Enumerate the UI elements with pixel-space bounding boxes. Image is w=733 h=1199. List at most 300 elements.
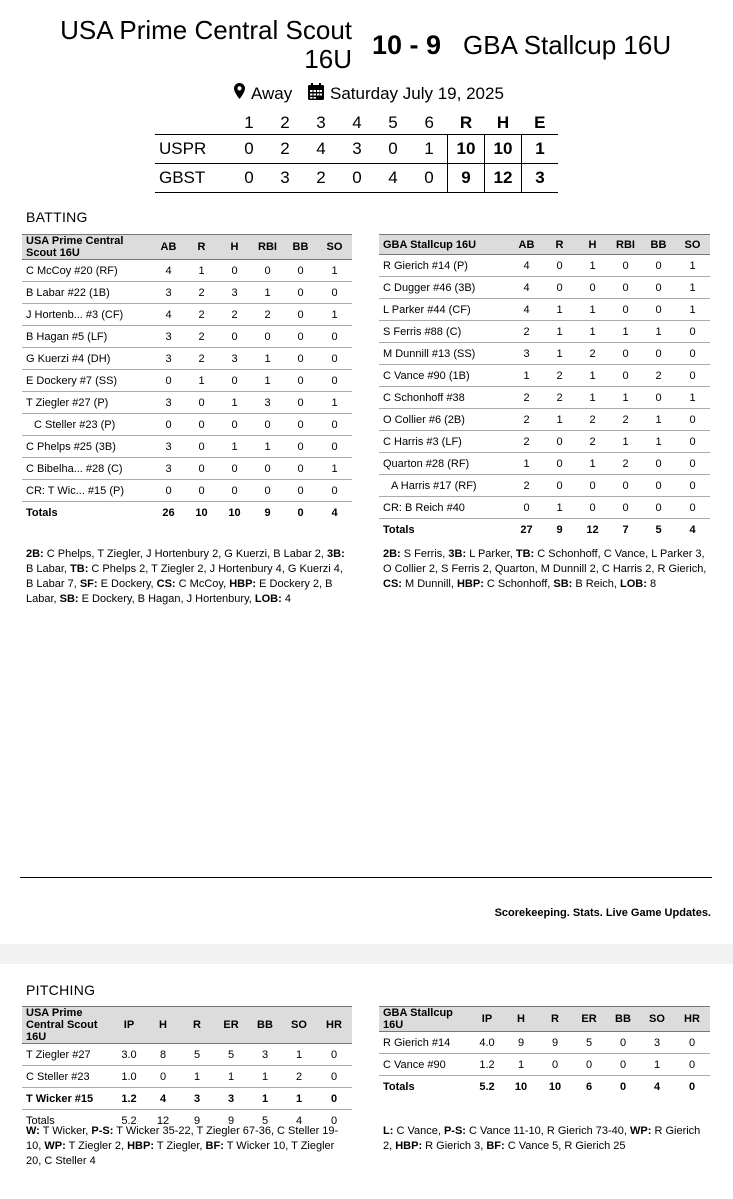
- line-team: USPR: [155, 135, 231, 164]
- total-cell: 5: [261, 1114, 269, 1127]
- stat-cell: 2: [185, 348, 218, 370]
- note-label: TB:: [515, 548, 535, 560]
- total-cell: 9: [556, 523, 563, 536]
- total-cell: 0: [619, 1080, 627, 1093]
- line-score-row: [155, 135, 558, 164]
- note-text: R Gierich 3,: [422, 1140, 487, 1152]
- stat-cell: 1: [214, 1066, 248, 1088]
- table-header-row: [22, 235, 352, 260]
- stat-cell: 0: [674, 1032, 710, 1054]
- table-row: [22, 1088, 352, 1110]
- stat-cell: 1: [218, 436, 251, 458]
- stat-cell: 0: [218, 414, 251, 436]
- stat-cell: 0: [185, 480, 218, 502]
- line-errors: 3: [522, 164, 559, 193]
- stat-cell: 1: [543, 321, 576, 343]
- line-runs: 10: [448, 135, 485, 164]
- stat-cell: 0: [576, 475, 609, 497]
- table-row: [22, 260, 352, 282]
- line-score-row: [155, 164, 558, 193]
- table-row: [379, 343, 710, 365]
- stat-cell: 5: [572, 1032, 606, 1054]
- stat-cell: 0: [609, 255, 642, 277]
- stat-cell: 1: [543, 409, 576, 431]
- stat-cell: 0: [609, 277, 642, 299]
- note-label: LOB:: [254, 593, 282, 605]
- stat-cell: 0: [609, 299, 642, 321]
- stat-cell: 2: [510, 321, 543, 343]
- line-header-inning: 6: [424, 113, 434, 132]
- total-cell: 10: [548, 1080, 562, 1093]
- stat-cell: 1: [251, 282, 284, 304]
- totals-label: Totals: [26, 506, 58, 519]
- column-header-hr: HR: [674, 1007, 710, 1032]
- stat-cell: 0: [284, 304, 317, 326]
- stat-cell: 1: [576, 299, 609, 321]
- table-row: [379, 431, 710, 453]
- player-name: R Gierich #14: [379, 1032, 470, 1054]
- stat-cell: 2: [576, 343, 609, 365]
- table-row: [22, 326, 352, 348]
- stat-cell: 0: [218, 260, 251, 282]
- stat-cell: 3: [152, 458, 185, 480]
- stat-cell: 1: [218, 392, 251, 414]
- location-label: Away: [251, 83, 293, 103]
- final-score: 10 - 9: [372, 30, 442, 60]
- total-cell: 9: [193, 1114, 201, 1127]
- batting-section-title: BATTING: [26, 209, 88, 225]
- team-header: GBA Stallcup 16U: [379, 235, 510, 255]
- stat-cell: 0: [317, 326, 352, 348]
- pitching-section-title: PITCHING: [26, 982, 96, 998]
- stat-cell: 8: [146, 1044, 180, 1066]
- pitching-table-away: [22, 1006, 352, 1131]
- stat-cell: 3: [152, 326, 185, 348]
- line-inning-cell: 4: [303, 135, 339, 164]
- note-text: S Ferris,: [400, 548, 449, 560]
- stat-cell: 0: [675, 343, 710, 365]
- stat-cell: 0: [317, 348, 352, 370]
- stat-cell: 0: [251, 260, 284, 282]
- note-text: B Labar,: [26, 563, 71, 575]
- stat-cell: 1.2: [470, 1054, 504, 1076]
- column-header-er: ER: [572, 1007, 606, 1032]
- column-header-h: H: [576, 235, 609, 255]
- total-cell: 5.2: [121, 1114, 137, 1127]
- batting-table-away: [22, 234, 352, 523]
- table-row: [22, 1044, 352, 1066]
- stat-cell: 0: [146, 1066, 180, 1088]
- column-header-ip: IP: [112, 1007, 146, 1044]
- column-header-r: R: [180, 1007, 214, 1044]
- totals-label: Totals: [383, 1080, 415, 1093]
- stat-cell: 3: [640, 1032, 674, 1054]
- note-text: T Wicker,: [39, 1125, 92, 1137]
- column-header-ab: AB: [510, 235, 543, 255]
- note-label: CS:: [156, 578, 176, 590]
- line-inning-cell: 2: [303, 164, 339, 193]
- stat-cell: 2: [185, 326, 218, 348]
- total-cell: 7: [622, 523, 629, 536]
- stat-cell: 2: [576, 409, 609, 431]
- player-name: C Phelps #25 (3B): [22, 436, 152, 458]
- table-row: [22, 348, 352, 370]
- table-row: [22, 480, 352, 502]
- stat-cell: 1: [576, 387, 609, 409]
- team-header: USA Prime Central Scout 16U: [22, 1007, 112, 1044]
- stat-cell: 0: [316, 1044, 352, 1066]
- stat-cell: 1: [510, 453, 543, 475]
- note-text: C McCoy,: [175, 578, 230, 590]
- note-label: 3B:: [448, 548, 467, 560]
- line-inning-cell: 0: [411, 164, 448, 193]
- stat-cell: 3: [214, 1088, 248, 1110]
- stat-cell: 0: [284, 370, 317, 392]
- stat-cell: 2: [543, 387, 576, 409]
- note-text: R Gierich 2,: [383, 1125, 701, 1152]
- stat-cell: 0: [609, 497, 642, 519]
- team-header: USA Prime Central Scout 16U: [22, 235, 152, 260]
- total-cell: 0: [297, 506, 304, 519]
- note-label: L:: [383, 1125, 394, 1137]
- stat-cell: 2: [282, 1066, 316, 1088]
- stat-cell: 0: [576, 497, 609, 519]
- stat-cell: 1: [317, 260, 352, 282]
- stat-cell: 1: [248, 1088, 282, 1110]
- column-header-bb: BB: [284, 235, 317, 260]
- table-row: [379, 475, 710, 497]
- player-name: C Vance #90 (1B): [379, 365, 510, 387]
- note-label: WP:: [44, 1140, 66, 1152]
- note-label: TB:: [70, 563, 89, 575]
- stat-cell: 0: [642, 343, 675, 365]
- stat-cell: 0: [543, 255, 576, 277]
- stat-cell: 4: [510, 277, 543, 299]
- line-hits: 12: [485, 164, 522, 193]
- stat-cell: 3: [152, 392, 185, 414]
- note-label: 2B:: [383, 548, 401, 560]
- note-label: SF:: [79, 578, 98, 590]
- stat-cell: 0: [284, 392, 317, 414]
- stat-cell: 0: [185, 436, 218, 458]
- stat-cell: 0: [675, 409, 710, 431]
- stat-cell: 0: [642, 277, 675, 299]
- stat-cell: 0: [572, 1054, 606, 1076]
- note-text: C Vance 5, R Gierich 25: [504, 1140, 626, 1152]
- stat-cell: 3: [510, 343, 543, 365]
- tagline: Scorekeeping. Stats. Live Game Updates.: [494, 907, 711, 919]
- stat-cell: 2: [510, 409, 543, 431]
- total-cell: 5.2: [479, 1080, 495, 1093]
- pitching-notes-home: [383, 1124, 710, 1154]
- note-label: SB:: [553, 578, 573, 590]
- stat-cell: 1: [251, 348, 284, 370]
- player-name: T Ziegler #27 (P): [22, 392, 152, 414]
- stat-cell: 2: [218, 304, 251, 326]
- note-text: L Parker,: [466, 548, 516, 560]
- column-header-ip: IP: [470, 1007, 504, 1032]
- note-text: T Ziegler,: [153, 1140, 206, 1152]
- line-header-inning: 1: [244, 113, 254, 132]
- stat-cell: 2: [510, 431, 543, 453]
- totals-row: [379, 519, 710, 541]
- stat-cell: 0: [317, 282, 352, 304]
- stat-cell: 3: [248, 1044, 282, 1066]
- table-row: [22, 370, 352, 392]
- line-inning-cell: 1: [411, 135, 448, 164]
- total-cell: 4: [689, 523, 696, 536]
- player-name: J Hortenb... #3 (CF): [22, 304, 152, 326]
- note-text: B Reich,: [572, 578, 621, 590]
- line-inning-cell: 0: [231, 164, 267, 193]
- column-header-h: H: [146, 1007, 180, 1044]
- stat-cell: 0: [284, 480, 317, 502]
- batting-notes-home: [383, 547, 708, 592]
- column-header-hr: HR: [316, 1007, 352, 1044]
- stat-cell: 4: [152, 304, 185, 326]
- stat-cell: 0: [675, 453, 710, 475]
- column-header-so: SO: [317, 235, 352, 260]
- line-inning-cell: 0: [375, 135, 411, 164]
- date-label: Saturday July 19, 2025: [330, 84, 504, 103]
- note-text: C Phelps, T Ziegler, J Hortenbury 2, G Kuerzi, B Labar 2,: [43, 548, 328, 560]
- note-text: C Schonhoff,: [483, 578, 554, 590]
- table-row: [379, 277, 710, 299]
- team-header: GBA Stallcup 16U: [379, 1007, 470, 1032]
- line-inning-cell: 2: [267, 135, 303, 164]
- column-header-r: R: [185, 235, 218, 260]
- table-row: [379, 299, 710, 321]
- stat-cell: 0: [284, 282, 317, 304]
- stat-cell: 0: [152, 480, 185, 502]
- stat-cell: 0: [317, 370, 352, 392]
- total-cell: 5: [655, 523, 662, 536]
- stat-cell: 0: [543, 453, 576, 475]
- column-header-ab: AB: [152, 235, 185, 260]
- pitching-table-home: [379, 1006, 710, 1097]
- note-label: CS:: [383, 578, 402, 590]
- stat-cell: 2: [543, 365, 576, 387]
- note-text: T Ziegler 2,: [65, 1140, 128, 1152]
- player-name: S Ferris #88 (C): [379, 321, 510, 343]
- note-text: E Dockery,: [97, 578, 157, 590]
- stat-cell: 1: [180, 1066, 214, 1088]
- line-inning-cell: 4: [375, 164, 411, 193]
- line-inning-cell: 3: [267, 164, 303, 193]
- stat-cell: 3: [251, 392, 284, 414]
- total-cell: 12: [156, 1114, 170, 1127]
- note-text: T Wicker 10, T Ziegler 20, C Steller 4: [26, 1140, 335, 1167]
- totals-row: [22, 502, 352, 524]
- stat-cell: 0: [642, 453, 675, 475]
- home-team-name: GBA Stallcup 16U: [463, 30, 672, 60]
- stat-cell: 1: [317, 392, 352, 414]
- stat-cell: 0: [543, 475, 576, 497]
- stat-cell: 1: [282, 1044, 316, 1066]
- note-label: 3B:: [327, 548, 345, 560]
- total-cell: 4: [295, 1114, 303, 1127]
- stat-cell: 1: [642, 431, 675, 453]
- table-row: [22, 436, 352, 458]
- stat-cell: 0: [152, 414, 185, 436]
- line-header-inning: 4: [352, 113, 362, 132]
- note-label: BF:: [486, 1140, 505, 1152]
- stat-cell: 0: [543, 431, 576, 453]
- table-header-row: [379, 235, 710, 255]
- note-text: T Wicker 35-22, T Ziegler 67-36, C Steller 19-10,: [26, 1125, 339, 1152]
- note-text: C Phelps 2, T Ziegler 2, J Hortenbury 4, G Kuerzi 4, B Labar 7,: [26, 563, 343, 590]
- column-header-rbi: RBI: [251, 235, 284, 260]
- line-header-hits: H: [496, 113, 510, 132]
- player-name: C Harris #3 (LF): [379, 431, 510, 453]
- stat-cell: 0: [316, 1088, 352, 1110]
- stat-cell: 1: [248, 1066, 282, 1088]
- table-header-row: [22, 1007, 352, 1044]
- total-cell: 9: [264, 506, 271, 519]
- player-name: L Parker #44 (CF): [379, 299, 510, 321]
- stat-cell: 0: [218, 480, 251, 502]
- stat-cell: 3: [218, 348, 251, 370]
- note-label: HBP:: [456, 578, 484, 590]
- stat-cell: 2: [510, 475, 543, 497]
- stat-cell: 5: [214, 1044, 248, 1066]
- note-text: C Schonhoff, C Vance, L Parker 3, O Collier 2, S Ferris 2, Quarton, M Dunnill 2, C Harris 2, R Gierich,: [383, 548, 707, 575]
- stat-cell: 1: [185, 370, 218, 392]
- stat-cell: 0: [316, 1066, 352, 1088]
- column-header-r: R: [543, 235, 576, 255]
- stat-cell: 0: [675, 497, 710, 519]
- player-name: O Collier #6 (2B): [379, 409, 510, 431]
- table-row: [379, 365, 710, 387]
- player-name: G Kuerzi #4 (DH): [22, 348, 152, 370]
- stat-cell: 0: [606, 1054, 640, 1076]
- stat-cell: 2: [609, 453, 642, 475]
- column-header-h: H: [218, 235, 251, 260]
- stat-cell: 1: [642, 321, 675, 343]
- note-label: BF:: [205, 1140, 224, 1152]
- total-cell: 6: [585, 1080, 593, 1093]
- table-row: [379, 453, 710, 475]
- stat-cell: 0: [185, 458, 218, 480]
- table-row: [379, 1032, 710, 1054]
- calendar-icon: [308, 83, 324, 105]
- note-label: W:: [26, 1125, 40, 1137]
- stat-cell: 0: [284, 326, 317, 348]
- stat-cell: 1: [642, 409, 675, 431]
- stat-cell: 2: [642, 365, 675, 387]
- line-score-header: [155, 112, 558, 135]
- table-row: [22, 414, 352, 436]
- note-text: 8: [646, 578, 657, 590]
- stat-cell: 0: [538, 1054, 572, 1076]
- stat-cell: 1: [609, 321, 642, 343]
- player-name: A Harris #17 (RF): [379, 475, 510, 497]
- column-header-r: R: [538, 1007, 572, 1032]
- stat-cell: 3.0: [112, 1044, 146, 1066]
- stat-cell: 0: [317, 436, 352, 458]
- stat-cell: 0: [675, 431, 710, 453]
- stat-cell: 1: [543, 497, 576, 519]
- player-name: C Vance #90: [379, 1054, 470, 1076]
- stat-cell: 0: [609, 365, 642, 387]
- totals-row: [379, 1076, 710, 1098]
- note-label: SB:: [59, 593, 79, 605]
- stat-cell: 3: [218, 282, 251, 304]
- stat-cell: 0: [642, 497, 675, 519]
- line-header-inning: 3: [316, 113, 326, 132]
- note-text: C Vance,: [393, 1125, 444, 1137]
- player-name: T Wicker #15: [22, 1088, 112, 1110]
- stat-cell: 1: [675, 277, 710, 299]
- note-label: P-S:: [443, 1125, 466, 1137]
- player-name: C Steller #23: [22, 1066, 112, 1088]
- column-header-so: SO: [282, 1007, 316, 1044]
- stat-cell: 0: [251, 414, 284, 436]
- stat-cell: 0: [606, 1032, 640, 1054]
- line-hits: 10: [485, 135, 522, 164]
- note-text: C Vance 11-10, R Gierich 73-40,: [465, 1125, 630, 1137]
- away-team-name: USA Prime Central Scout 16U: [60, 15, 352, 74]
- stat-cell: 1: [576, 255, 609, 277]
- stat-cell: 0: [576, 277, 609, 299]
- column-header-bb: BB: [642, 235, 675, 255]
- stat-cell: 4.0: [470, 1032, 504, 1054]
- stat-cell: 0: [642, 299, 675, 321]
- table-row: [379, 409, 710, 431]
- totals-label: Totals: [26, 1114, 55, 1127]
- stat-cell: 1: [251, 436, 284, 458]
- stat-cell: 0: [218, 326, 251, 348]
- line-score-table: [155, 112, 558, 193]
- table-row: [379, 255, 710, 277]
- total-cell: 10: [228, 506, 241, 519]
- stat-cell: 1: [609, 387, 642, 409]
- table-row: [379, 321, 710, 343]
- game-date: [308, 83, 504, 105]
- stat-cell: 2: [251, 304, 284, 326]
- stat-cell: 4: [510, 299, 543, 321]
- stat-cell: 1: [543, 343, 576, 365]
- table-row: [22, 1066, 352, 1088]
- line-header-inning: 5: [388, 113, 398, 132]
- stat-cell: 0: [251, 480, 284, 502]
- note-label: LOB:: [620, 578, 647, 590]
- table-row: [379, 387, 710, 409]
- page-break: [0, 944, 733, 964]
- stat-cell: 0: [642, 475, 675, 497]
- note-text: 4: [281, 593, 291, 605]
- line-team: GBST: [155, 164, 231, 193]
- stat-cell: 1: [640, 1054, 674, 1076]
- stat-cell: 0: [609, 475, 642, 497]
- stat-cell: 0: [510, 497, 543, 519]
- batting-notes-away: [26, 547, 346, 607]
- line-inning-cell: 0: [339, 164, 375, 193]
- player-name: B Hagan #5 (LF): [22, 326, 152, 348]
- stat-cell: 0: [543, 277, 576, 299]
- line-header-team: [155, 112, 231, 135]
- pitching-notes-away: [26, 1124, 346, 1169]
- column-header-bb: BB: [248, 1007, 282, 1044]
- stat-cell: 3: [180, 1088, 214, 1110]
- line-header-errors: E: [534, 113, 546, 132]
- stat-cell: 0: [642, 255, 675, 277]
- stat-cell: 0: [317, 414, 352, 436]
- stat-cell: 0: [284, 414, 317, 436]
- total-cell: 10: [514, 1080, 528, 1093]
- stat-cell: 2: [185, 304, 218, 326]
- line-header-inning: 2: [280, 113, 290, 132]
